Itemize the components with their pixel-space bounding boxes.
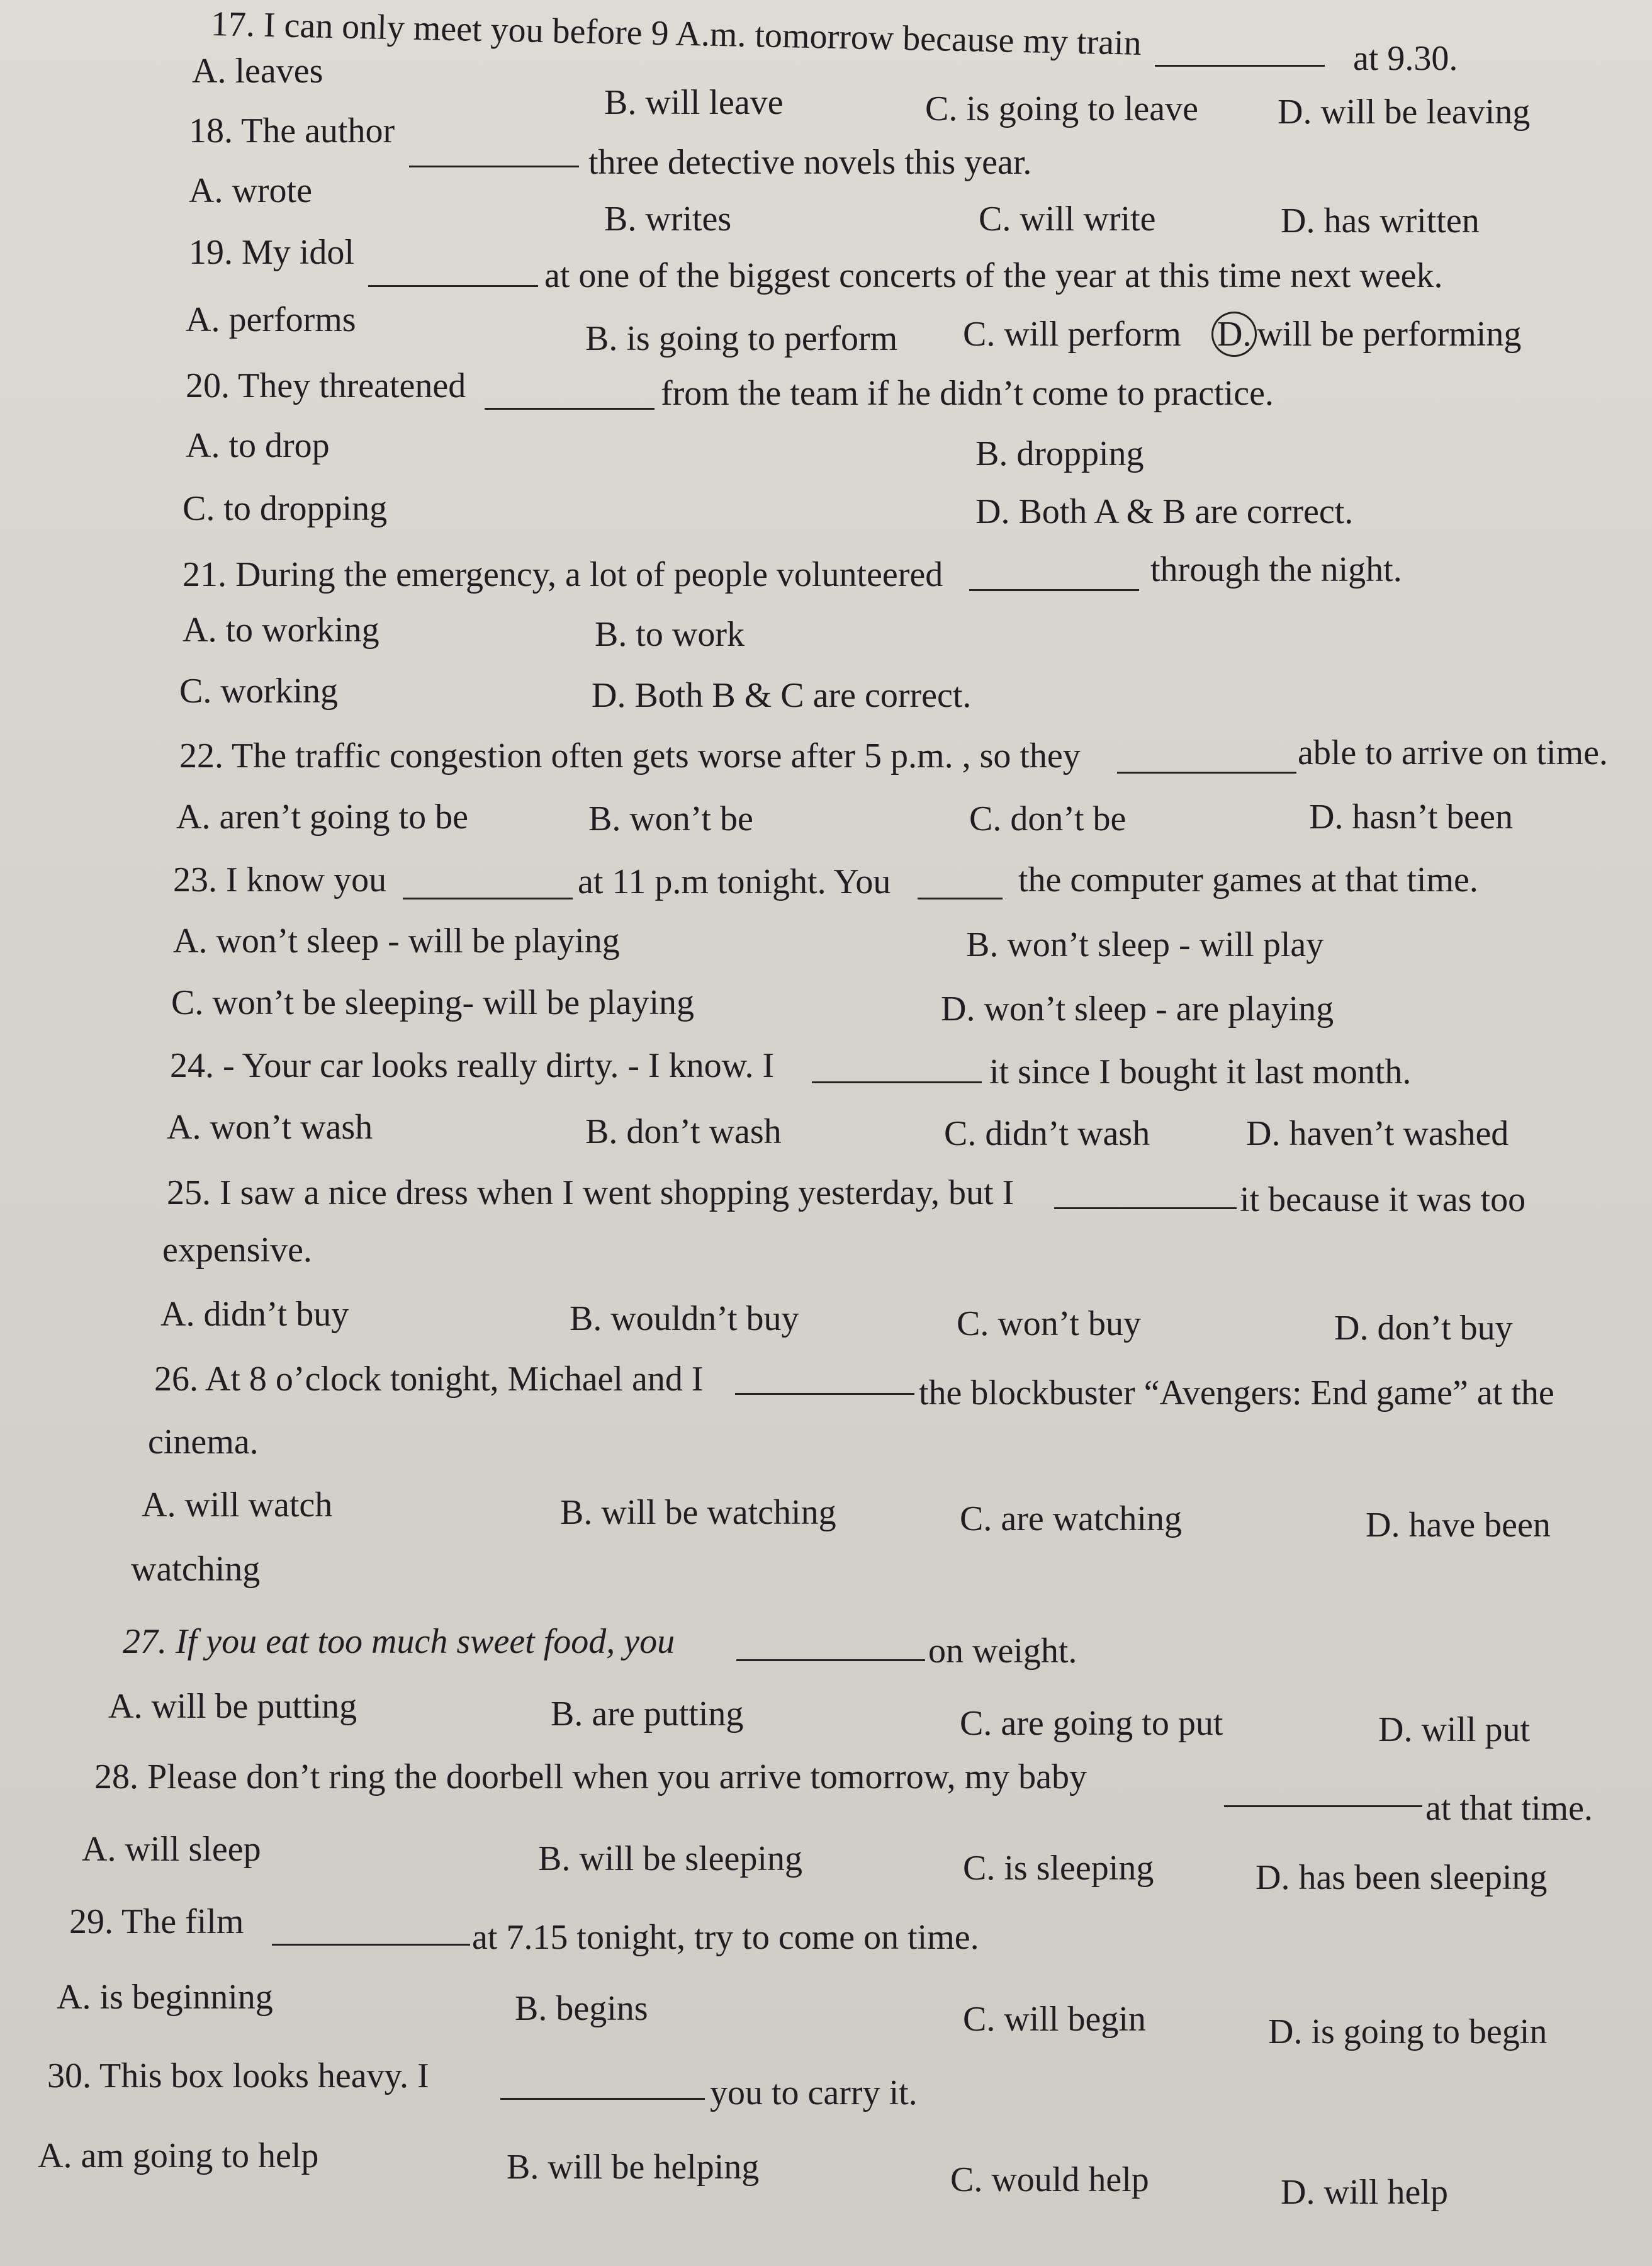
option-c: C. won’t buy <box>957 1304 1141 1343</box>
option-a: A. didn’t buy <box>160 1295 349 1334</box>
question-text-end: from the team if he didn’t come to practice. <box>661 374 1274 413</box>
question-text-end: the computer games at that time. <box>1018 860 1478 899</box>
option-d: D. Both B & C are correct. <box>592 676 972 715</box>
question-text: 17. I can only meet you before 9 A.m. tomorrow because my train <box>210 4 1142 63</box>
question-text: 21. During the emergency, a lot of people volunteered <box>183 555 943 594</box>
option-d: D. won’t sleep - are playing <box>941 989 1334 1029</box>
question-number: 28. <box>94 1757 138 1796</box>
question-number: 30. <box>47 2056 91 2095</box>
question-text-end: you to carry it. <box>710 2073 918 2112</box>
option-c: C. to dropping <box>183 489 388 528</box>
option-d: D. will be leaving <box>1278 93 1531 132</box>
question-text-end: through the night. <box>1150 550 1402 589</box>
option-d: D. Both A & B are correct. <box>975 492 1354 531</box>
option-c: C. are watching <box>960 1499 1182 1538</box>
answer-blank <box>1117 741 1296 783</box>
question-number: 25. <box>167 1173 211 1212</box>
option-b: B. will leave <box>604 83 784 122</box>
option-a: A. to drop <box>186 426 330 465</box>
answer-blank <box>1224 1775 1422 1817</box>
answer-blank <box>736 1629 925 1671</box>
option-d: D. hasn’t been <box>1309 798 1513 837</box>
question-number: 29. <box>69 1902 113 1941</box>
option-a: A. won’t wash <box>167 1108 373 1147</box>
option-c: C. will write <box>979 200 1156 239</box>
option-c: C. is going to leave <box>925 89 1198 128</box>
option-a: A. won’t sleep - will be playing <box>173 922 620 961</box>
question-text: 24. - Your car looks really dirty. - I know. I <box>170 1046 775 1085</box>
option-c: C. don’t be <box>969 799 1127 838</box>
option-a: A. to working <box>183 611 379 650</box>
option-b: B. will be helping <box>507 2148 760 2187</box>
option-b: B. won’t be <box>588 799 753 838</box>
question-text: 30. This box looks heavy. I <box>47 2056 429 2095</box>
question-text-end: it because it was too <box>1240 1180 1526 1219</box>
answer-blank <box>735 1363 914 1404</box>
answer-blank <box>403 867 573 909</box>
question-text: 19. My idol <box>189 233 354 272</box>
option-a: A. performs <box>186 300 356 339</box>
question-text: 28. Please don’t ring the doorbell when you arrive tomorrow, my baby <box>94 1757 1087 1796</box>
option-a: A. wrote <box>189 171 312 210</box>
question-text: 27. If you eat too much sweet food, you <box>123 1622 675 1661</box>
option-d: D. has written <box>1281 201 1480 240</box>
option-b: B. begins <box>515 1989 648 2028</box>
question-number: 20. <box>186 366 230 405</box>
option-b: B. will be sleeping <box>538 1839 802 1878</box>
option-c: C. is sleeping <box>963 1849 1154 1888</box>
option-c: C. would help <box>950 2160 1149 2199</box>
option-d: D. have been <box>1366 1506 1551 1545</box>
question-text: 29. The film <box>69 1902 244 1941</box>
option-d: D. haven’t washed <box>1246 1114 1509 1153</box>
answer-blank <box>969 559 1139 600</box>
answer-blank <box>1155 35 1325 76</box>
option-a: A. aren’t going to be <box>176 798 468 837</box>
option-a: A. is beginning <box>57 1978 273 2017</box>
question-text-end: on weight. <box>928 1632 1077 1671</box>
question-number: 27. <box>123 1622 167 1661</box>
option-c: C. will perform <box>963 315 1181 354</box>
option-b: B. is going to perform <box>585 319 898 358</box>
option-b: B. to work <box>595 615 745 654</box>
option-c: C. won’t be sleeping- will be playing <box>171 983 695 1022</box>
option-c: C. will begin <box>963 2000 1146 2039</box>
answer-blank <box>368 255 538 296</box>
option-a: A. am going to help <box>38 2136 319 2175</box>
option-b: B. dropping <box>975 434 1144 473</box>
option-b: B. will be watching <box>560 1493 836 1532</box>
option-b: B. writes <box>604 200 732 239</box>
question-text-end: at that time. <box>1425 1789 1593 1828</box>
answer-blank <box>812 1051 982 1093</box>
option-b: B. don’t wash <box>585 1112 782 1151</box>
question-number: 18. <box>189 111 233 150</box>
option-d: D. will be performing <box>1211 312 1521 357</box>
option-d: D. will help <box>1281 2173 1448 2212</box>
question-text: 25. I saw a nice dress when I went shopping yesterday, but I <box>167 1173 1014 1212</box>
question-text: 18. The author <box>189 111 395 150</box>
option-d: D. don’t buy <box>1334 1309 1513 1348</box>
question-text-segment: at 11 p.m tonight. You <box>578 862 891 901</box>
question-number: 26. <box>154 1360 198 1399</box>
answer-blank <box>1054 1177 1237 1219</box>
question-text-continued: cinema. <box>148 1423 259 1462</box>
answer-blank <box>272 1914 470 1955</box>
option-c: C. working <box>179 672 338 711</box>
question-number: 23. <box>173 860 217 899</box>
option-b: B. wouldn’t buy <box>570 1299 799 1338</box>
question-text-end: the blockbuster “Avengers: End game” at the <box>919 1373 1554 1412</box>
option-c: C. didn’t wash <box>944 1114 1150 1153</box>
question-number: 21. <box>183 555 227 594</box>
option-a: A. will sleep <box>82 1830 261 1869</box>
question-text-end: three detective novels this year. <box>588 143 1032 182</box>
option-a: A. will watch <box>142 1485 333 1525</box>
question-text-end: it since I bought it last month. <box>989 1052 1412 1091</box>
question-number: 17. <box>210 4 256 45</box>
question-text-end: at 7.15 tonight, try to come on time. <box>472 1918 979 1957</box>
question-text: 22. The traffic congestion often gets worse after 5 p.m. , so they <box>179 736 1081 775</box>
option-a: A. will be putting <box>108 1687 357 1726</box>
question-text-continued: expensive. <box>162 1231 312 1270</box>
option-b: B. won’t sleep - will play <box>966 925 1324 964</box>
answer-blank-2 <box>918 867 1003 909</box>
answer-blank <box>485 378 655 419</box>
option-a: A. leaves <box>192 52 323 91</box>
option-d: D. is going to begin <box>1268 2012 1548 2051</box>
question-number: 24. <box>170 1046 214 1085</box>
question-number: 22. <box>179 736 223 775</box>
question-text: 23. I know you <box>173 860 387 899</box>
question-text: 26. At 8 o’clock tonight, Michael and I <box>154 1360 704 1399</box>
question-text: 20. They threatened <box>186 366 466 405</box>
circled-answer-d: D. <box>1211 312 1257 357</box>
question-number: 19. <box>189 233 233 272</box>
question-text-end: at 9.30. <box>1353 39 1458 78</box>
question-text-end: at one of the biggest concerts of the year at this time next week. <box>544 256 1443 295</box>
option-d: D. has been sleeping <box>1256 1858 1548 1897</box>
option-d-continued: watching <box>131 1550 261 1589</box>
option-d: D. will put <box>1378 1710 1531 1749</box>
answer-blank <box>500 2068 705 2109</box>
option-c: C. are going to put <box>960 1704 1223 1743</box>
option-b: B. are putting <box>551 1694 744 1733</box>
answer-blank <box>409 135 579 177</box>
question-text-end: able to arrive on time. <box>1298 733 1608 772</box>
